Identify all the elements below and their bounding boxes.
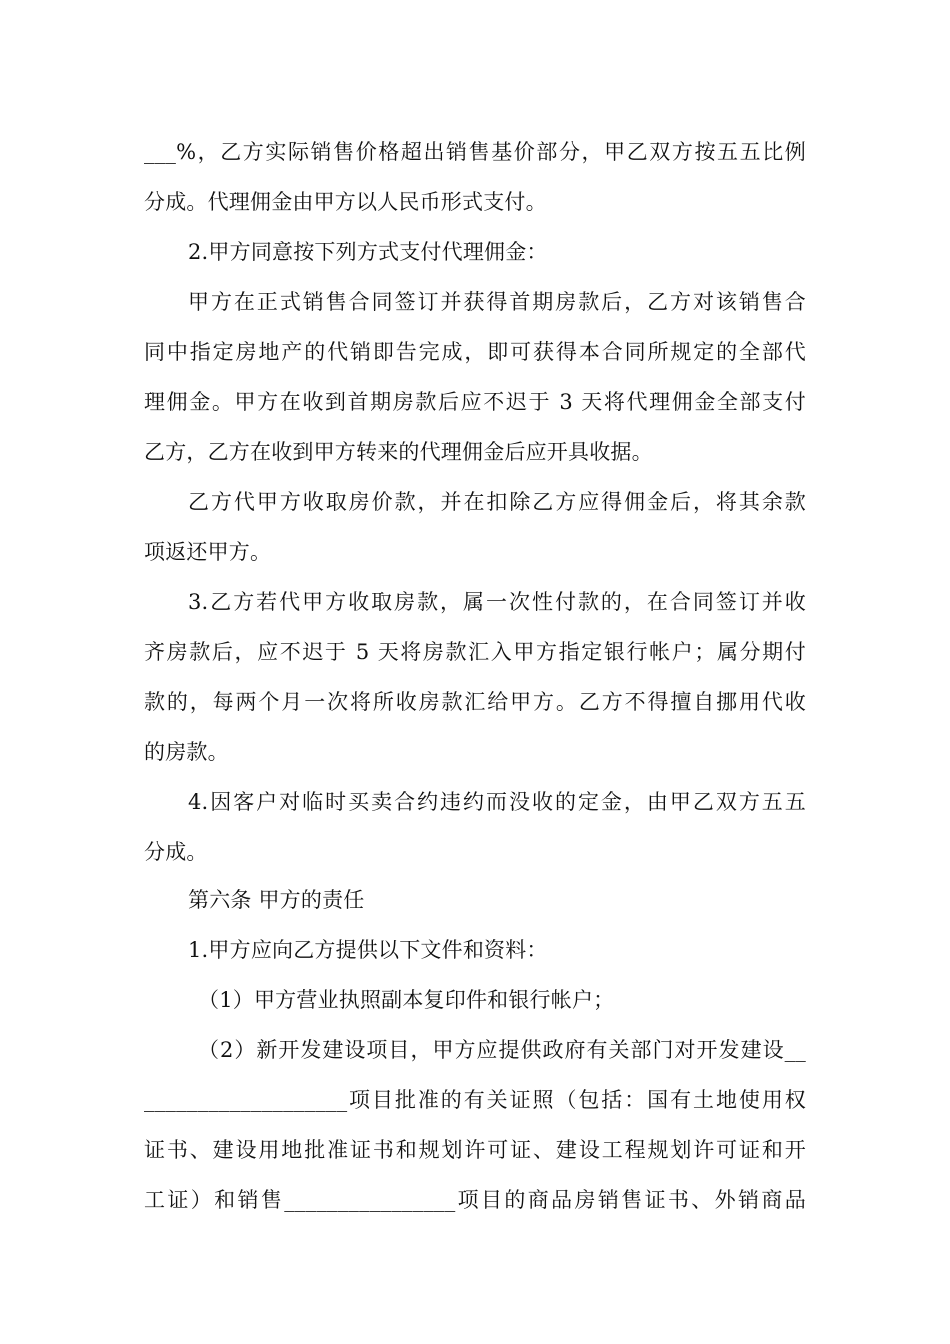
text-line: 乙方，乙方在收到甲方转来的代理佣金后应开具收据。: [144, 440, 653, 464]
text-line: （1）甲方营业执照副本复印件和银行帐户；: [198, 988, 615, 1012]
text-line: 1.甲方应向乙方提供以下文件和资料：: [188, 938, 548, 962]
text-line: 3.乙方若代甲方收取房款，属一次性付款的，在合同签订并收: [188, 590, 806, 614]
text-line: ___%，乙方实际销售价格超出销售基价部分，甲乙双方按五五比例: [144, 140, 806, 164]
text-line: 理佣金。甲方在收到首期房款后应不迟于 3 天将代理佣金全部支付: [144, 390, 806, 414]
text-line: 款的，每两个月一次将所收房款汇给甲方。乙方不得擅自挪用代收: [144, 690, 806, 714]
text-line: 4.因客户对临时买卖合约违约而没收的定金，由甲乙双方五五: [188, 790, 806, 814]
text-line: 乙方代甲方收取房价款，并在扣除乙方应得佣金后，将其余款: [188, 490, 806, 514]
text-line: 分成。: [144, 840, 208, 864]
text-line: 2.甲方同意按下列方式支付代理佣金：: [188, 240, 548, 264]
text-line: 工证）和销售________________项目的商品房销售证书、外销商品: [144, 1188, 806, 1212]
text-line: 分成。代理佣金由甲方以人民币形式支付。: [144, 190, 547, 214]
text-line: ___________________项目批准的有关证照（包括：国有土地使用权: [144, 1088, 806, 1112]
text-line: 项返还甲方。: [144, 540, 272, 564]
text-line: 齐房款后，应不迟于 5 天将房款汇入甲方指定银行帐户；属分期付: [144, 640, 806, 664]
text-line: （2）新开发建设项目，甲方应提供政府有关部门对开发建设__: [198, 1038, 806, 1062]
text-line: 同中指定房地产的代销即告完成，即可获得本合同所规定的全部代: [144, 340, 806, 364]
text-line: 甲方在正式销售合同签订并获得首期房款后，乙方对该销售合: [188, 290, 806, 314]
section-heading: 第六条 甲方的责任: [188, 888, 365, 912]
text-line: 证书、建设用地批准证书和规划许可证、建设工程规划许可证和开: [144, 1138, 806, 1162]
text-line: 的房款。: [144, 740, 229, 764]
